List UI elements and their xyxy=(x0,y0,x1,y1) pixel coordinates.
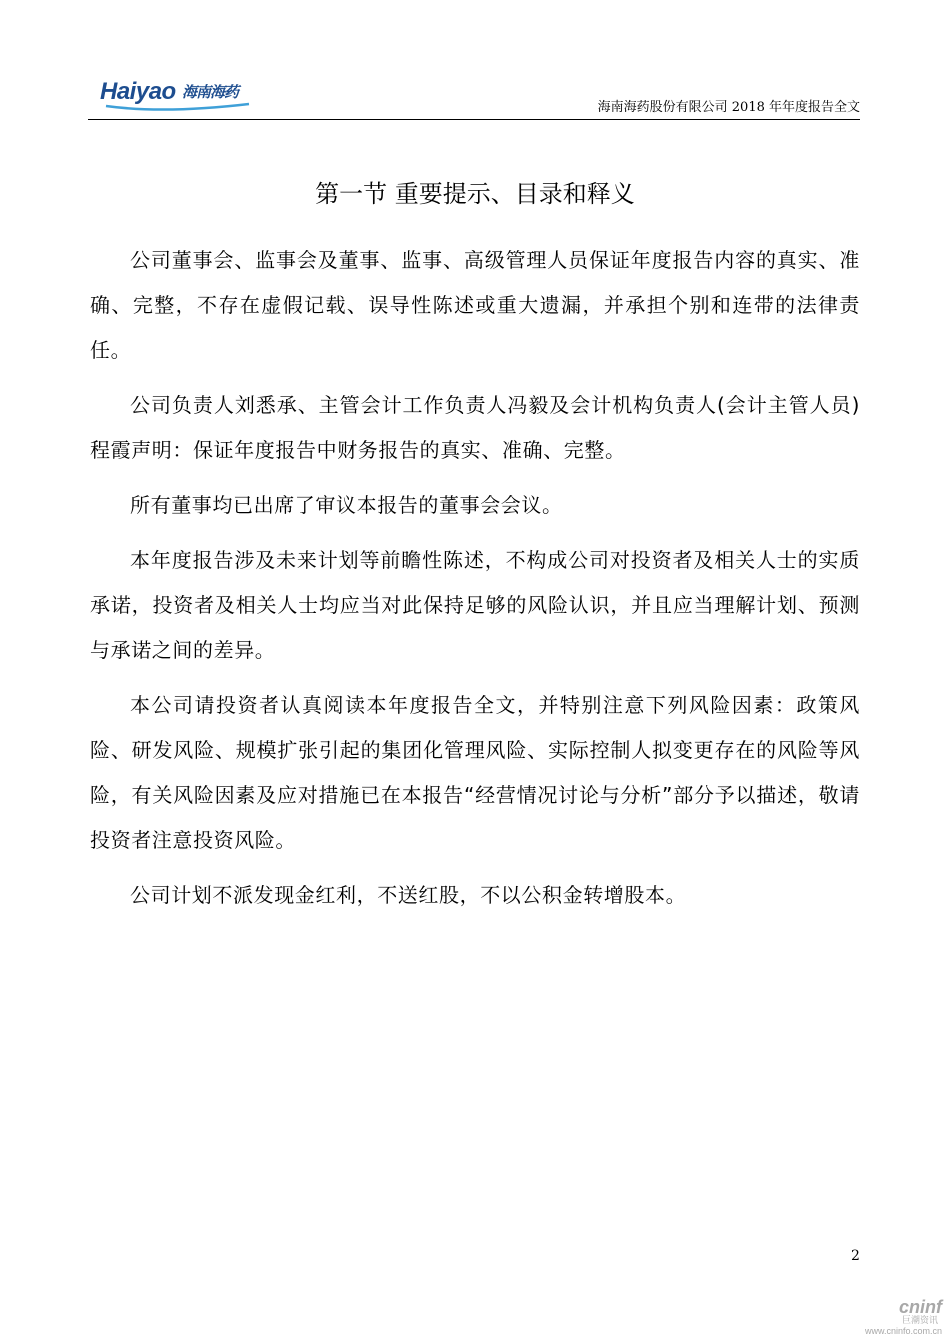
header-divider xyxy=(88,119,860,120)
page-number: 2 xyxy=(851,1248,860,1264)
paragraph-board-guarantee: 公司董事会、监事会及董事、监事、高级管理人员保证年度报告内容的真实、准确、完整，不存在虚假记载、误导性陈述或重大遗漏，并承担个别和连带的法律责任。 xyxy=(90,248,860,362)
section-title: 第一节 重要提示、目录和释义 xyxy=(315,180,635,209)
important-notice-body xyxy=(90,238,860,928)
paragraph-forward-looking: 本年度报告涉及未来计划等前瞻性陈述，不构成公司对投资者及相关人士的实质承诺，投资者及相关人士均应当对此保持足够的风险认识，并且应当理解计划、预测与承诺之间的差异。 xyxy=(90,548,860,662)
paragraph-dividend-plan: 公司计划不派发现金红利，不送红股，不以公积金转增股本。 xyxy=(130,883,687,907)
paragraph-responsible-persons: 公司负责人刘悉承、主管会计工作负责人冯毅及会计机构负责人(会计主管人员)程霞声明：保证年度报告中财务报告的真实、准确、完整。 xyxy=(90,393,860,462)
logo-chinese-text: 海南海药 xyxy=(182,83,239,101)
company-logo xyxy=(100,78,260,114)
watermark-chinese-text: 巨潮资讯 xyxy=(901,1316,938,1326)
watermark-url: www.cninfo.com.cn xyxy=(864,1326,942,1336)
paragraph-directors-attendance: 所有董事均已出席了审议本报告的董事会会议。 xyxy=(130,493,563,517)
paragraph-risk-factors: 本公司请投资者认真阅读本年度报告全文，并特别注意下列风险因素：政策风险、研发风险、规模扩张引起的集团化管理风险、实际控制人拟变更存在的风险等风险，有关风险因素及应对措施已在本报告“经营情况讨论与分析”部分予以描述，敬请投资者注意投资风险。 xyxy=(90,693,860,852)
logo-swoosh-icon xyxy=(104,100,254,112)
watermark-logo-text: cninf xyxy=(899,1297,942,1317)
report-header-title: 海南海药股份有限公司 2018 年年度报告全文 xyxy=(597,100,860,115)
cninfo-watermark xyxy=(842,1298,942,1338)
logo-english-text: Haiyao xyxy=(100,78,176,105)
